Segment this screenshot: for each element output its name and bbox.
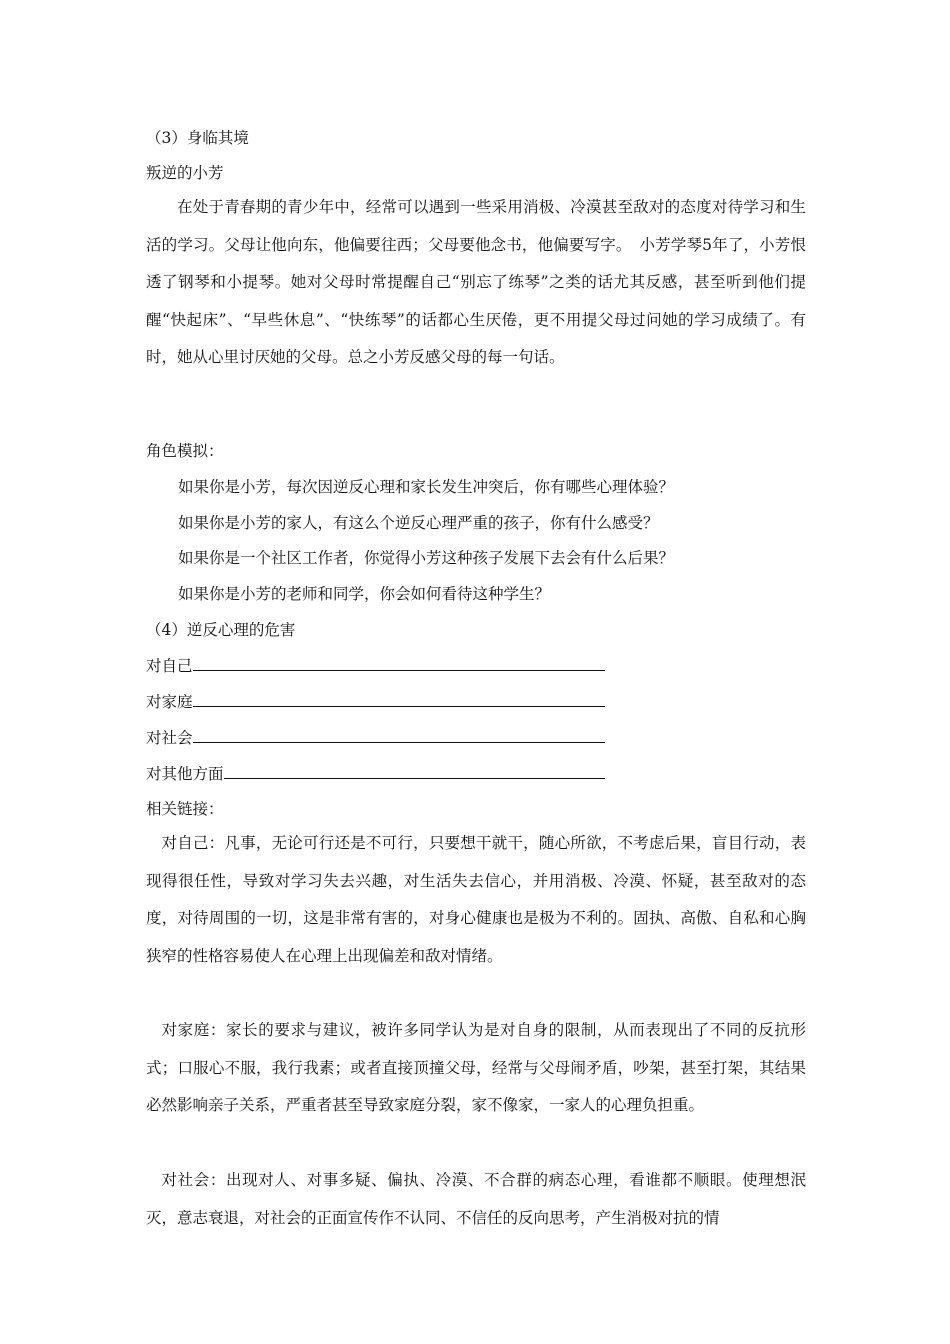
answer-blank-self[interactable] bbox=[193, 656, 605, 671]
answer-blank-other[interactable] bbox=[224, 764, 605, 779]
blank-label-society: 对社会 bbox=[146, 729, 193, 747]
section4-heading: （4）逆反心理的危害 bbox=[146, 621, 296, 639]
related-links-label: 相关链接： bbox=[146, 800, 224, 818]
link-paragraph-society: 对社会：出现对人、对事多疑、偏执、冷漠、不合群的病态心理，看谁都不顺眼。使理想泯灭，意志衰退，对社会的正面宣传作不认同、不信任的反向思考，产生消极对抗的情 bbox=[146, 1171, 806, 1227]
link-paragraph-self: 对自己：凡事，无论可行还是不可行，只要想干就干，随心所欲，不考虑后果，盲目行动，表现得很任性，导致对学习失去兴趣，对生活失去信心，并用消极、冷漠、怀疑，甚至敌对的态度，对待周围的一切，这是非常有害的，对身心健康也是极为不利的。固执、高傲、自私和心胸狭窄的性格容易使人在心理上出现偏差和敌对情绪。 bbox=[146, 834, 806, 965]
question-3: 如果你是一个社区工作者，你觉得小芳这种孩子发展下去会有什么后果？ bbox=[178, 549, 675, 567]
story-paragraph: 在处于青春期的青少年中，经常可以遇到一些采用消极、冷漠甚至敌对的态度对待学习和生活的学习。父母让他向东，他偏要往西；父母要他念书，他偏要写字。 小芳学琴5年了，小芳恨透了钢琴和小提琴。她对父母时常提醒自己“别忘了练琴”之类的话尤其反感，甚至听到他们提醒“快起床”、“早些休息”、“快练琴”的话都心生厌倦，更不用提父母过问她的学习成绩了。有时，她从心里讨厌她的父母。总之小芳反感父母的每一句话。 bbox=[146, 198, 806, 366]
blank-row-family bbox=[146, 692, 605, 712]
blank-row-other bbox=[146, 764, 605, 784]
answer-blank-society[interactable] bbox=[193, 728, 605, 743]
story-title: 叛逆的小芳 bbox=[146, 164, 224, 182]
link-paragraph-family: 对家庭：家长的要求与建议，被许多同学认为是对自身的限制，从而表现出了不同的反抗形式；口服心不服，我行我素；或者直接顶撞父母，经常与父母闹矛盾，吵架，甚至打架，其结果必然影响亲子关系，严重者甚至导致家庭分裂，家不像家，一家人的心理负担重。 bbox=[146, 1021, 806, 1114]
question-4: 如果你是小芳的老师和同学，你会如何看待这种学生？ bbox=[178, 585, 551, 603]
answer-blank-family[interactable] bbox=[193, 692, 605, 707]
blank-row-self bbox=[146, 656, 605, 676]
question-2: 如果你是小芳的家人，有这么个逆反心理严重的孩子，你有什么感受？ bbox=[178, 514, 659, 532]
role-play-label: 角色模拟： bbox=[146, 442, 224, 460]
section3-heading: （3）身临其境 bbox=[146, 129, 249, 147]
blank-row-society bbox=[146, 728, 605, 748]
blank-label-family: 对家庭 bbox=[146, 693, 193, 711]
blank-label-other: 对其他方面 bbox=[146, 765, 224, 783]
blank-label-self: 对自己 bbox=[146, 657, 193, 675]
question-1: 如果你是小芳，每次因逆反心理和家长发生冲突后，你有哪些心理体验？ bbox=[178, 478, 675, 496]
